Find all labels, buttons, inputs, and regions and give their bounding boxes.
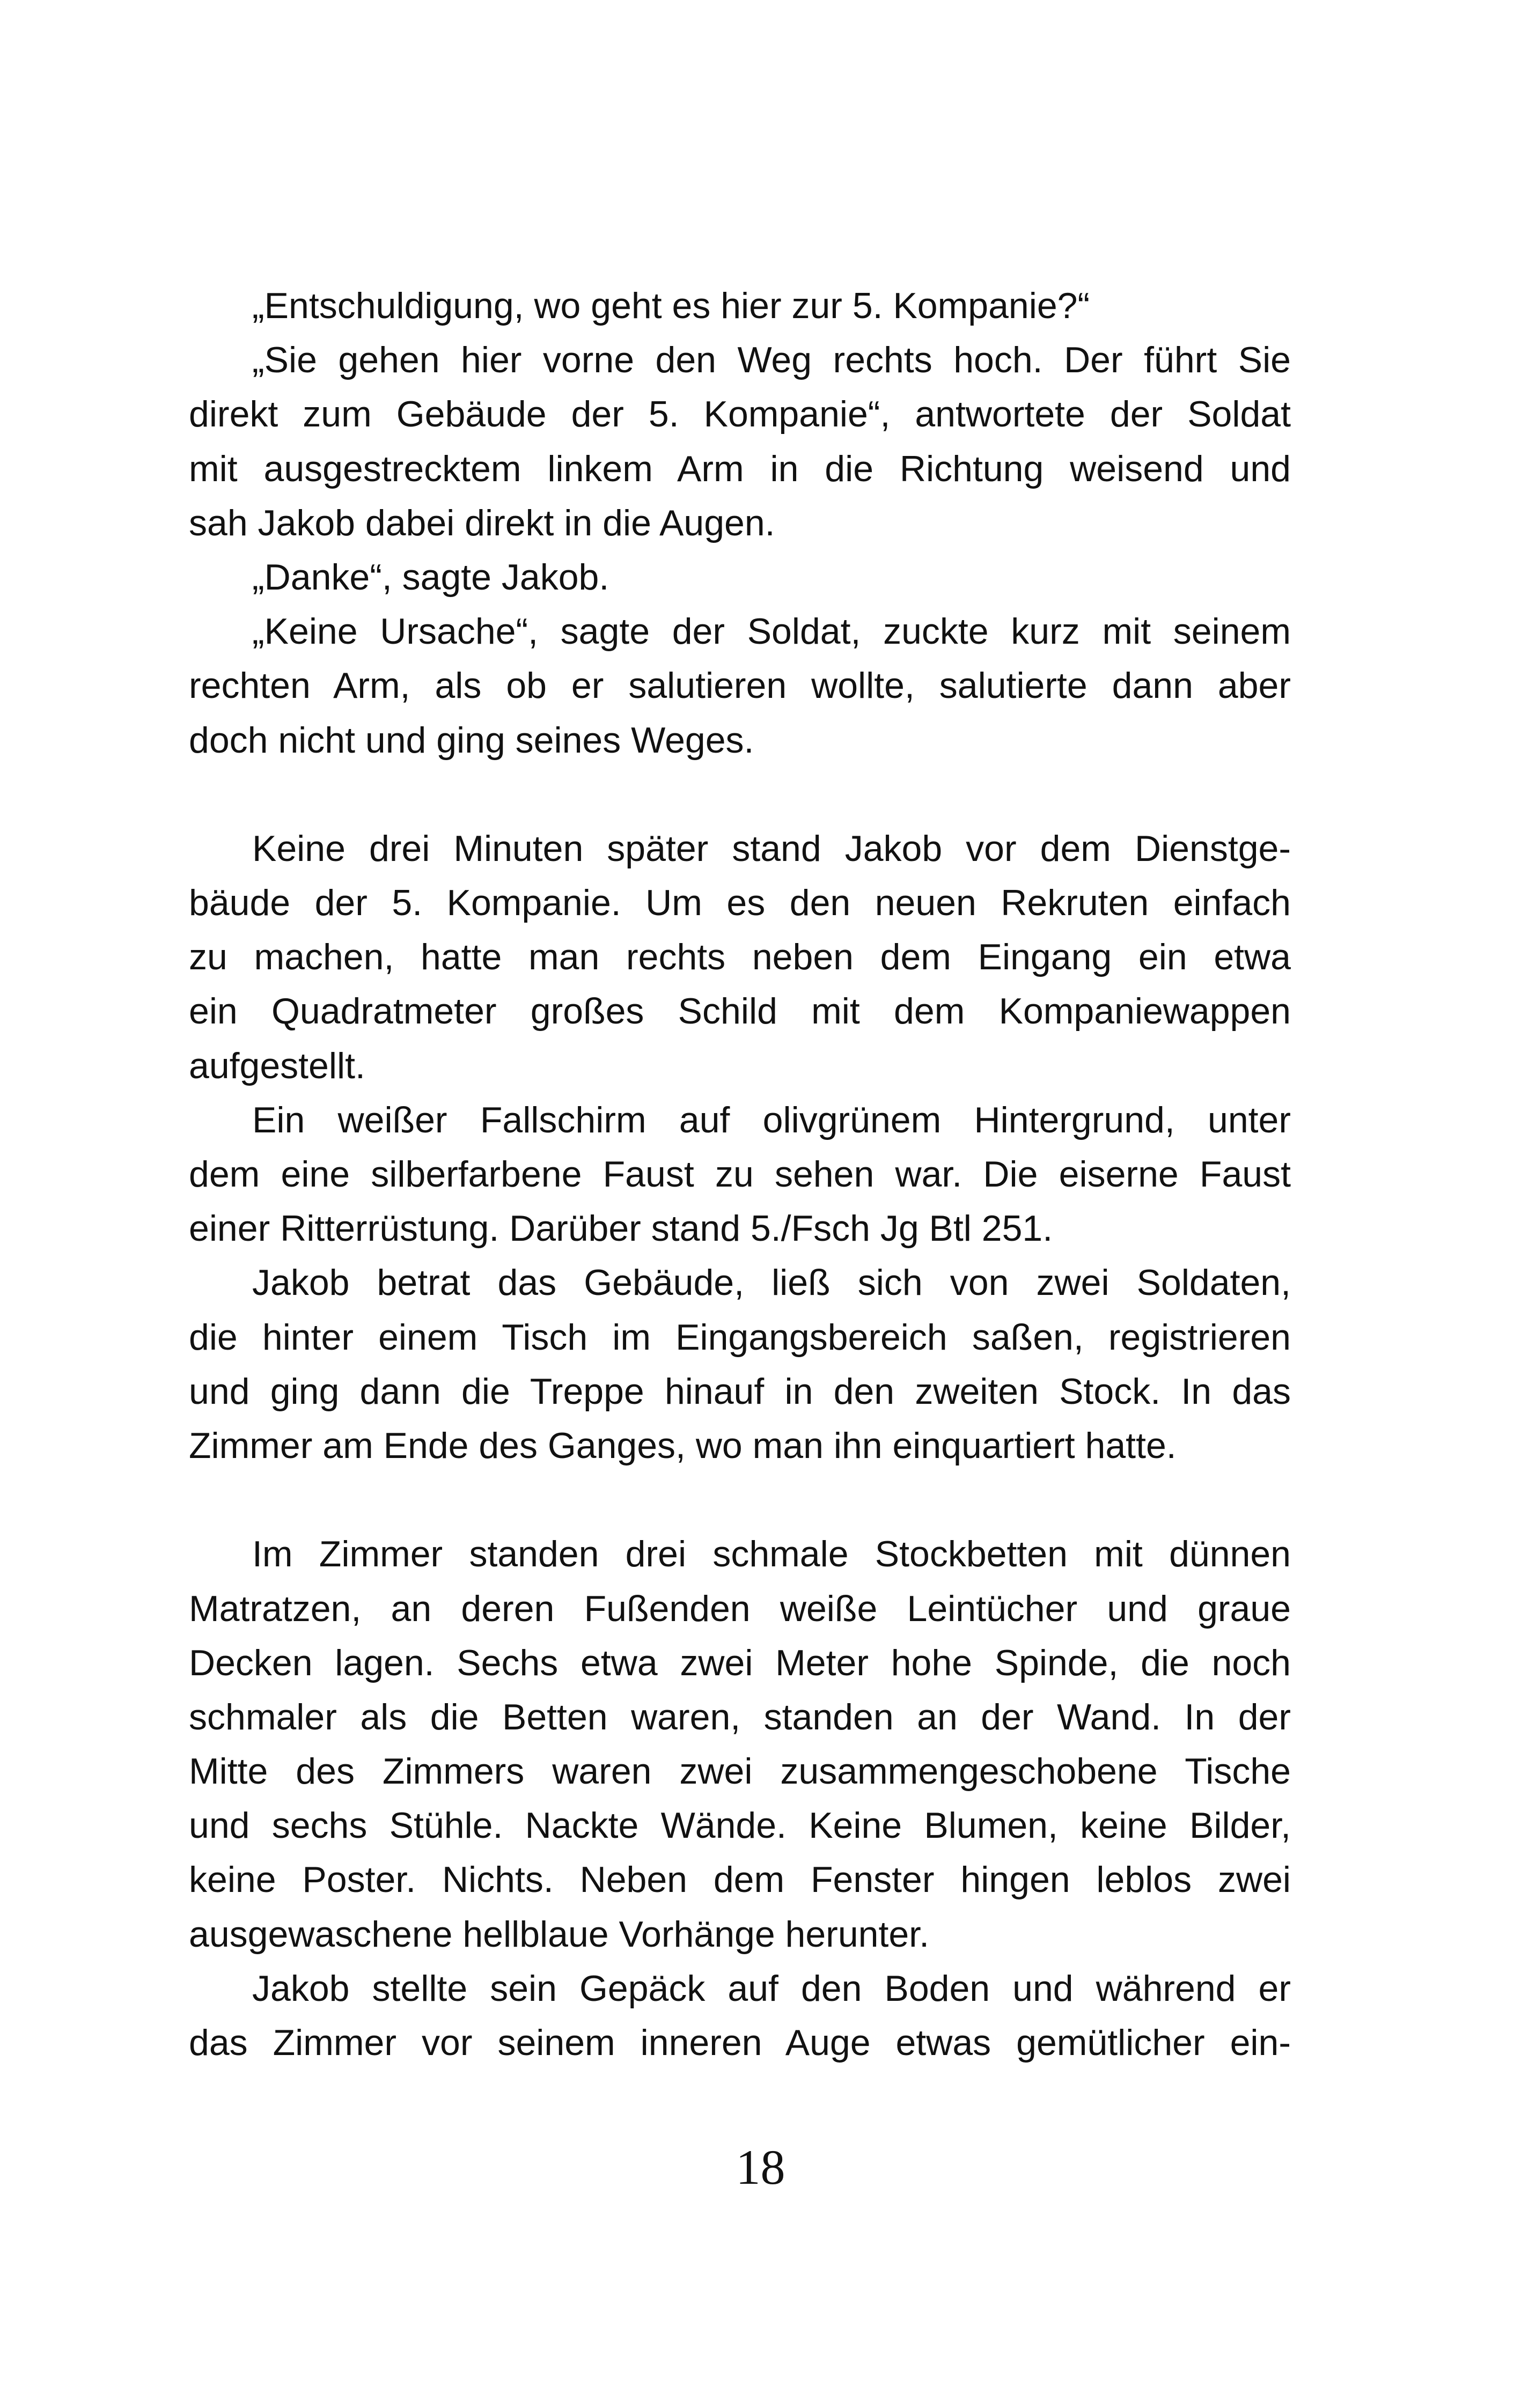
text-line: das Zimmer vor seinem inneren Auge etwas gemütlicher ein- bbox=[189, 2022, 1291, 2063]
text-line: rechten Arm, als ob er salutieren wollte, salutierte dann aber bbox=[189, 665, 1291, 706]
text-line: Decken lagen. Sechs etwa zwei Meter hohe Spinde, die noch bbox=[189, 1642, 1291, 1683]
text-line: aufgestellt. bbox=[189, 1045, 365, 1086]
text-line: Im Zimmer standen drei schmale Stockbetten mit dünnen bbox=[252, 1534, 1291, 1575]
page-number: 18 bbox=[736, 2140, 785, 2195]
text-line: Jakob betrat das Gebäude, ließ sich von zwei Soldaten, bbox=[252, 1262, 1291, 1304]
text-line: die hinter einem Tisch im Eingangsbereich saßen, registrieren bbox=[189, 1316, 1291, 1358]
text-line: doch nicht und ging seines Weges. bbox=[189, 719, 754, 761]
text-line: ein Quadratmeter großes Schild mit dem Kompaniewappen bbox=[189, 991, 1291, 1032]
text-line: Keine drei Minuten später stand Jakob vor dem Dienstge- bbox=[252, 828, 1291, 869]
text-line: „Danke“, sagte Jakob. bbox=[252, 556, 609, 598]
text-line: und ging dann die Treppe hinauf in den zweiten Stock. In das bbox=[189, 1371, 1291, 1412]
text-line: Zimmer am Ende des Ganges, wo man ihn einquartiert hatte. bbox=[189, 1425, 1177, 1466]
text-line: schmaler als die Betten waren, standen an der Wand. In der bbox=[189, 1696, 1291, 1737]
text-line: direkt zum Gebäude der 5. Kompanie“, antwortete der Soldat bbox=[189, 394, 1291, 435]
text-line: ausgewaschene hellblaue Vorhänge herunter. bbox=[189, 1913, 929, 1955]
text-line: und sechs Stühle. Nackte Wände. Keine Blumen, keine Bilder, bbox=[189, 1805, 1291, 1846]
text-line: Mitte des Zimmers waren zwei zusammengeschobene Tische bbox=[189, 1751, 1291, 1792]
text-line: Jakob stellte sein Gepäck auf den Boden und während er bbox=[252, 1968, 1291, 2009]
text-line: keine Poster. Nichts. Neben dem Fenster hingen leblos zwei bbox=[189, 1859, 1291, 1901]
section-gap bbox=[189, 1473, 1291, 1527]
text-line: „Sie gehen hier vorne den Weg rechts hoch. Der führt Sie bbox=[252, 340, 1291, 381]
text-line: „Entschuldigung, wo geht es hier zur 5. Kompanie?“ bbox=[252, 285, 1090, 326]
section-gap bbox=[189, 768, 1291, 822]
text-line: zu machen, hatte man rechts neben dem Eingang ein etwa bbox=[189, 937, 1291, 978]
text-line: mit ausgestrecktem linkem Arm in die Richtung weisend und bbox=[189, 448, 1291, 489]
text-line: sah Jakob dabei direkt in die Augen. bbox=[189, 502, 775, 543]
body-text bbox=[189, 279, 1291, 2070]
text-line: Matratzen, an deren Fußenden weiße Leintücher und graue bbox=[189, 1588, 1291, 1629]
text-line: bäude der 5. Kompanie. Um es den neuen Rekruten einfach bbox=[189, 882, 1291, 924]
text-line: „Keine Ursache“, sagte der Soldat, zuckte kurz mit seinem bbox=[252, 611, 1291, 652]
text-line: dem eine silberfarbene Faust zu sehen war. Die eiserne Faust bbox=[189, 1154, 1291, 1195]
text-line: einer Ritterrüstung. Darüber stand 5./Fsch Jg Btl 251. bbox=[189, 1208, 1053, 1249]
text-line: Ein weißer Fallschirm auf olivgrünem Hintergrund, unter bbox=[252, 1099, 1291, 1140]
